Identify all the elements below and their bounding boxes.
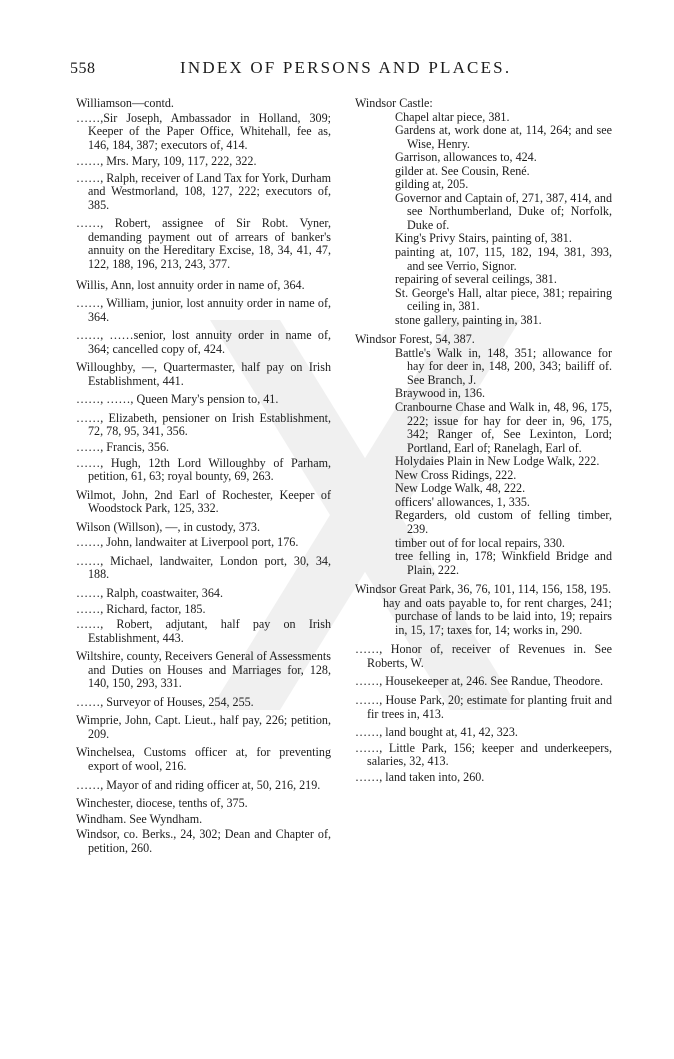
- index-entry: ……, land bought at, 41, 42, 323.: [355, 725, 518, 740]
- index-entry: ……, Robert, adjutant, half pay on Irish Establishment, 443.: [76, 617, 331, 645]
- index-entry: ……, Richard, factor, 185.: [76, 601, 206, 616]
- index-subentry: Regarders, old custom of felling timber, 239.: [395, 508, 612, 536]
- index-subentry: Cranbourne Chase and Walk in, 48, 96, 175, 222; issue for hay for deer in, 96, 175, 342; Ranger of, See Lexinton, Lord; Portland, Earl of; Ranelagh, Earl of.: [395, 400, 612, 455]
- index-entry: Williamson—contd.: [76, 96, 174, 110]
- index-column-left: [76, 97, 331, 855]
- index-subentry: Chapel altar piece, 381.: [395, 109, 510, 124]
- index-subentry: hay and oats payable to, for rent charges, 241; purchase of lands to be laid into, 19; repairs in, 15, 17; taxes for, 14; works in, 290.: [383, 595, 612, 637]
- index-entry: ……, Housekeeper at, 246. See Randue, Theodore.: [355, 674, 603, 689]
- index-entry: ……, Robert, assignee of Sir Robt. Vyner, demanding payment out of arrears of banker's annuity on the Hereditary Excise, 18, 34, 41, 47, 122, 188, 196, 213, 243, 377.: [76, 216, 331, 272]
- forest-subentries: [355, 347, 612, 577]
- index-entry: ……, House Park, 20; estimate for planting fruit and fir trees in, 413.: [355, 692, 612, 721]
- index-entry-heading: Windsor Forest, 54, 387.: [355, 332, 475, 347]
- index-entry-heading: Windsor Castle:: [355, 96, 433, 110]
- index-entry: ……, ……, Queen Mary's pension to, 41.: [76, 392, 279, 407]
- index-entry: ……, Little Park, 156; keeper and underkeepers, salaries, 32, 413.: [355, 740, 612, 769]
- index-entry: Willoughby, —, Quartermaster, half pay on Irish Establishment, 441.: [76, 360, 331, 388]
- index-entry: ……, Mrs. Mary, 109, 117, 222, 322.: [76, 154, 257, 169]
- index-entry: ……, Francis, 356.: [76, 440, 170, 455]
- index-entry: ……,Sir Joseph, Ambassador in Holland, 309; Keeper of the Paper Office, Whitehall, fee as, 146, 184, 387; executors of, 414.: [76, 110, 331, 152]
- index-entry: Winchelsea, Customs officer at, for preventing export of wool, 216.: [76, 745, 331, 773]
- index-subentry: Braywood in, 136.: [395, 386, 486, 401]
- index-subentry: New Lodge Walk, 48, 222.: [395, 481, 526, 496]
- index-entry: Windsor, co. Berks., 24, 302; Dean and Chapter of, petition, 260.: [76, 827, 331, 855]
- index-subentry: New Cross Ridings, 222.: [395, 467, 517, 482]
- index-entry: Willis, Ann, lost annuity order in name of, 364.: [76, 277, 305, 292]
- index-entry-heading: Windsor Great Park, 36, 76, 101, 114, 156, 158, 195.: [355, 582, 612, 597]
- index-entry: ……, Hugh, 12th Lord Willoughby of Parham, petition, 61, 63; royal bounty, 69, 263.: [76, 455, 331, 484]
- index-subentry: repairing of several ceilings, 381.: [395, 272, 557, 287]
- page-number: 558: [70, 60, 96, 77]
- index-entry: ……, ……senior, lost annuity order in name of, 364; cancelled copy of, 424.: [76, 328, 331, 356]
- index-entry: Wilmot, John, 2nd Earl of Rochester, Keeper of Woodstock Park, 125, 332.: [76, 487, 331, 516]
- index-subentry: Holydaies Plain in New Lodge Walk, 222.: [395, 454, 600, 469]
- index-subentry: Governor and Captain of, 271, 387, 414, and see Northumberland, Duke of; Norfolk, Duke of.: [395, 190, 612, 232]
- index-subentry: tree felling in, 178; Winkfield Bridge and Plain, 222.: [395, 549, 612, 577]
- page-header: [70, 58, 630, 84]
- index-subentry: stone gallery, painting in, 381.: [395, 312, 542, 327]
- index-entry: Wimprie, John, Capt. Lieut., half pay, 226; petition, 209.: [76, 713, 331, 741]
- index-subentry: gilder at. See Cousin, René.: [395, 163, 530, 178]
- running-title: INDEX OF PERSONS AND PLACES.: [180, 58, 512, 77]
- index-entry: ……, land taken into, 260.: [355, 769, 485, 784]
- castle-subentries: [355, 111, 612, 328]
- index-entry: Windham. See Wyndham.: [76, 811, 203, 826]
- index-entry: Wilson (Willson), —, in custody, 373.: [76, 519, 261, 534]
- index-entry: ……, Surveyor of Houses, 254, 255.: [76, 694, 254, 709]
- index-entry: ……, Ralph, coastwaiter, 364.: [76, 585, 223, 600]
- index-subentry: gilding at, 205.: [395, 177, 469, 192]
- index-entry: ……, Mayor of and riding officer at, 50, 216, 219.: [76, 777, 321, 792]
- index-subentry: timber out of for local repairs, 330.: [395, 535, 565, 550]
- index-subentry: St. George's Hall, altar piece, 381; repairing ceiling in, 381.: [395, 285, 612, 314]
- index-entry: Winchester, diocese, tenths of, 375.: [76, 796, 248, 811]
- index-subentry: Gardens at, work done at, 114, 264; and see Wise, Henry.: [395, 123, 612, 151]
- index-subentry: King's Privy Stairs, painting of, 381.: [395, 231, 572, 246]
- index-entry: ……, Honor of, receiver of Revenues in. See Roberts, W.: [355, 642, 612, 670]
- index-entry: Wiltshire, county, Receivers General of Assessments and Duties on Houses and Marriages for, 128, 140, 150, 293, 331.: [76, 649, 331, 691]
- index-entry: ……, Elizabeth, pensioner on Irish Establishment, 72, 78, 95, 341, 356.: [76, 410, 331, 439]
- index-entry: ……, John, landwaiter at Liverpool port, 176.: [76, 535, 299, 550]
- index-subentry: Battle's Walk in, 148, 351; allowance for hay for deer in, 148, 200, 343; bailiff of. See Branch, J.: [395, 345, 612, 387]
- index-entry: ……, Michael, landwaiter, London port, 30, 34, 188.: [76, 553, 331, 582]
- index-column-right: [355, 97, 612, 784]
- index-entry: ……, William, junior, lost annuity order in name of, 364.: [76, 296, 331, 324]
- index-subentry: painting at, 107, 115, 182, 194, 381, 393, and see Verrio, Signor.: [395, 245, 612, 273]
- index-entry: ……, Ralph, receiver of Land Tax for York, Durham and Westmorland, 108, 127, 222; executors of, 385.: [76, 170, 331, 212]
- index-subentry: Garrison, allowances to, 424.: [395, 150, 537, 165]
- index-subentry: officers' allowances, 1, 335.: [395, 494, 530, 509]
